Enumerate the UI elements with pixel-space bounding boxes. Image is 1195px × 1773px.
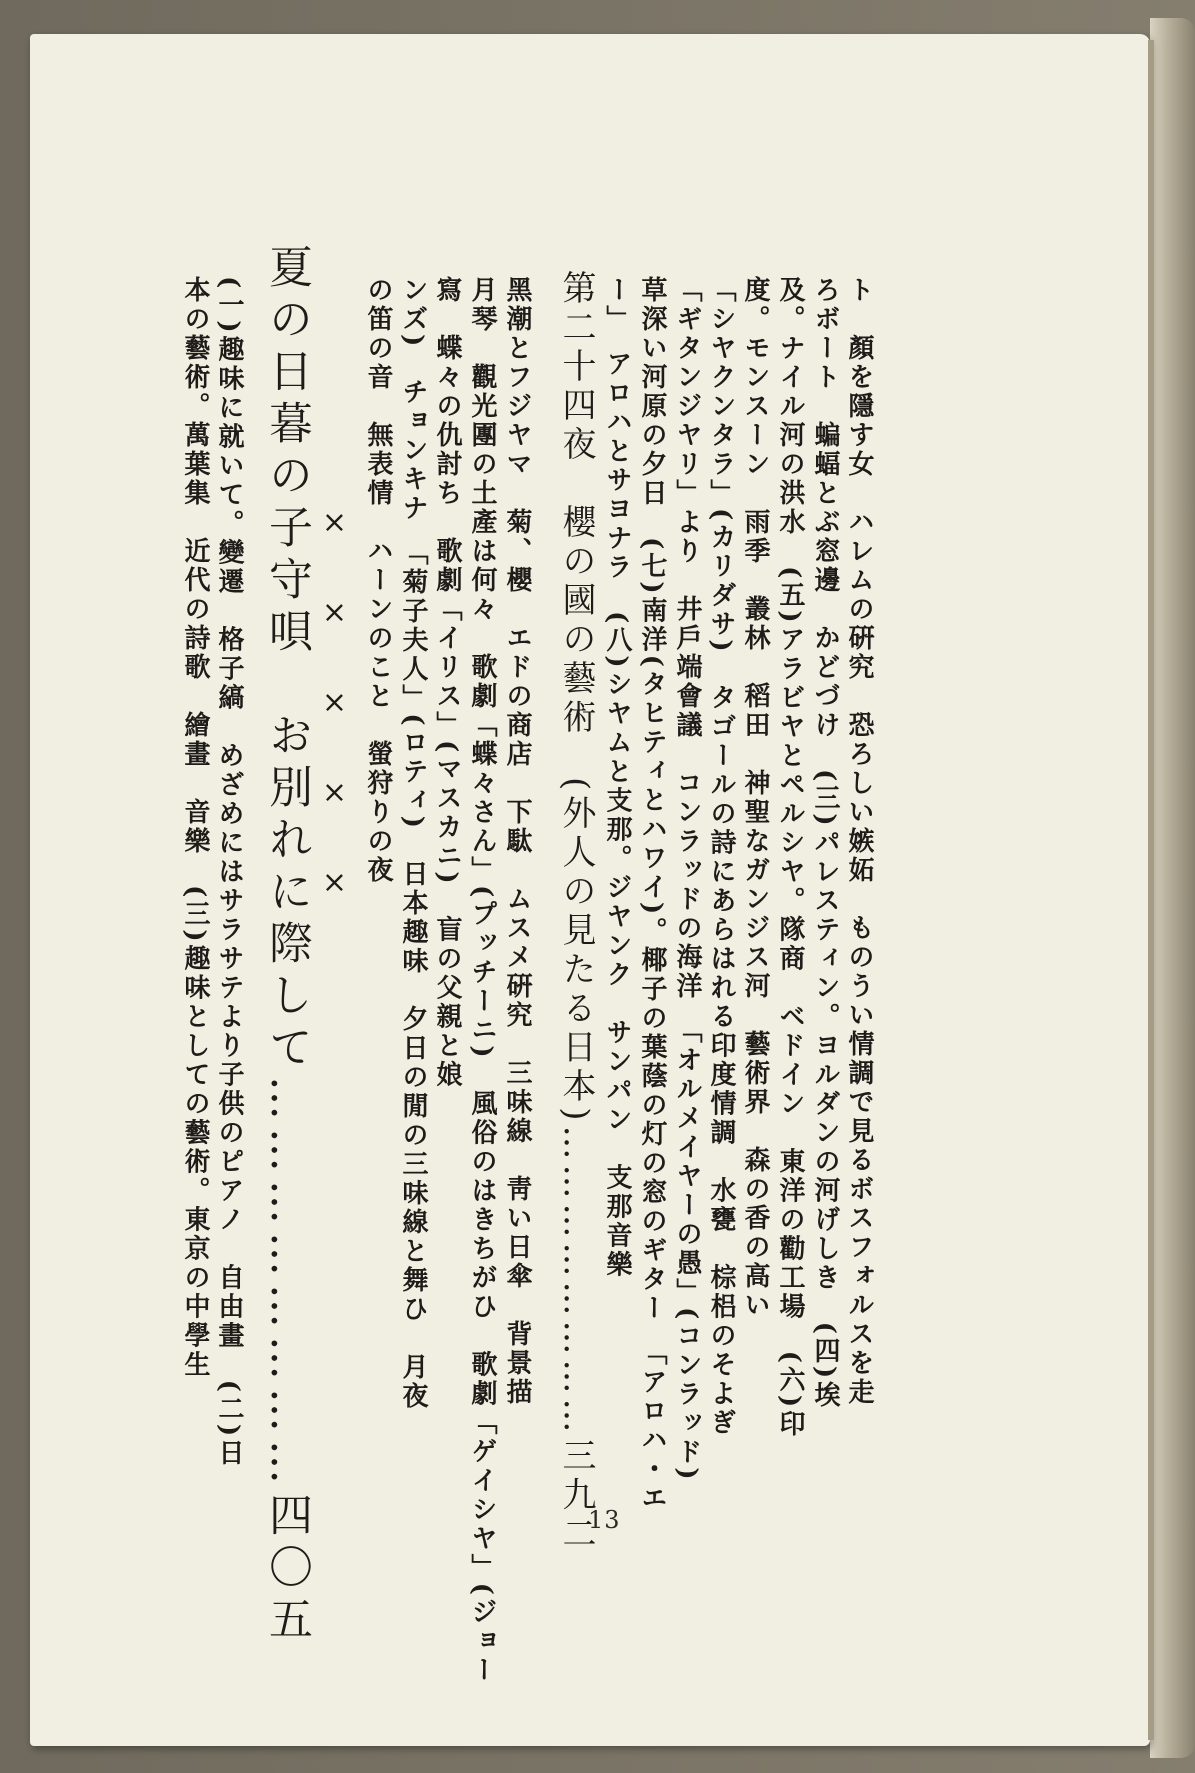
toc-line: ンズ) チョンキナ 「菊子夫人」(ロティ) 日本趣味 夕日の閒の三味線と舞ひ 月夜 xyxy=(398,276,428,1411)
page-number: 13 xyxy=(588,1506,621,1534)
toc-line: 本の藝術。萬葉集 近代の詩歌 繪畫 音樂 (三)趣味としての藝術。東京の中學生 xyxy=(180,276,210,1380)
toc-line: ト 顏を隱す女 ハレムの硏究 恐ろしい嫉妬 ものうい情調で見るボスフォルスを走 xyxy=(844,276,874,1407)
toc-line: 「シヤクンタラ」(カリダサ) タゴールの詩にあらはれる印度情調 水甕 棕梠のそよぎ xyxy=(706,276,736,1438)
page-stack-edge xyxy=(1148,40,1154,1740)
separator-marks: ××××× xyxy=(317,505,352,955)
toc-line: 草深い河原の夕日 (七)南洋(タヒティとハワイ)。椰子の葉蔭の灯の窓のギター 「アロハ・エ xyxy=(637,276,667,1514)
toc-line: 月琴 觀光團の土產は何々 歌劇「蝶々さん」(プッチーニ) 風俗のはきちがひ 歌劇「ゲイシヤ」(ジョー xyxy=(467,276,497,1685)
chapter-title: 夏の日暮の子守唄 お別れに際して……………………四〇五 xyxy=(261,244,312,1648)
toc-line: 寫 蝶々の仇討ち 歌劇「イリス」(マスカニ) 盲の父親と娘 xyxy=(432,276,462,1090)
toc-line: 「ギタンジヤリ」より 井戶端會議 コンラッドの海洋 「オルメイヤーの愚」(コンラッド) xyxy=(672,276,702,1483)
toc-line: ろボート 蝙蝠とぶ窓邊 かどづけ (三)パレスティン。ヨルダンの河げしき (四)埃 xyxy=(810,276,840,1411)
book-spine xyxy=(1150,18,1195,1758)
toc-line: (一)趣味に就いて。變遷 格子縞 めざめにはサラサテより子供のピアノ 自由畫 (二)日 xyxy=(214,276,244,1469)
toc-line: ー」 アロハとサヨナラ (八)シヤムと支那。ジヤンク サンパン 支那音樂 xyxy=(602,276,632,1280)
toc-line: 黑潮とフジヤマ 菊、櫻 エドの商店 下駄 ムスメ硏究 三味線 靑い日傘 背景描 xyxy=(502,276,532,1407)
toc-line: 及。ナイル河の洪水 (五)アラビヤとペルシヤ。隊商 ベドイン 東洋の勸工場 (六)印 xyxy=(775,276,805,1440)
toc-line: の笛の音 無表情 ハーンのこと 螢狩りの夜 xyxy=(363,276,393,885)
section-heading: 第二十四夜 櫻の國の藝術 (外人の見たる日本)……………………三九二 xyxy=(556,270,596,1555)
toc-line: 度。モンスーン 雨季 叢林 稻田 神聖なガンジス河 藝術界 森の香の高い xyxy=(740,276,770,1320)
